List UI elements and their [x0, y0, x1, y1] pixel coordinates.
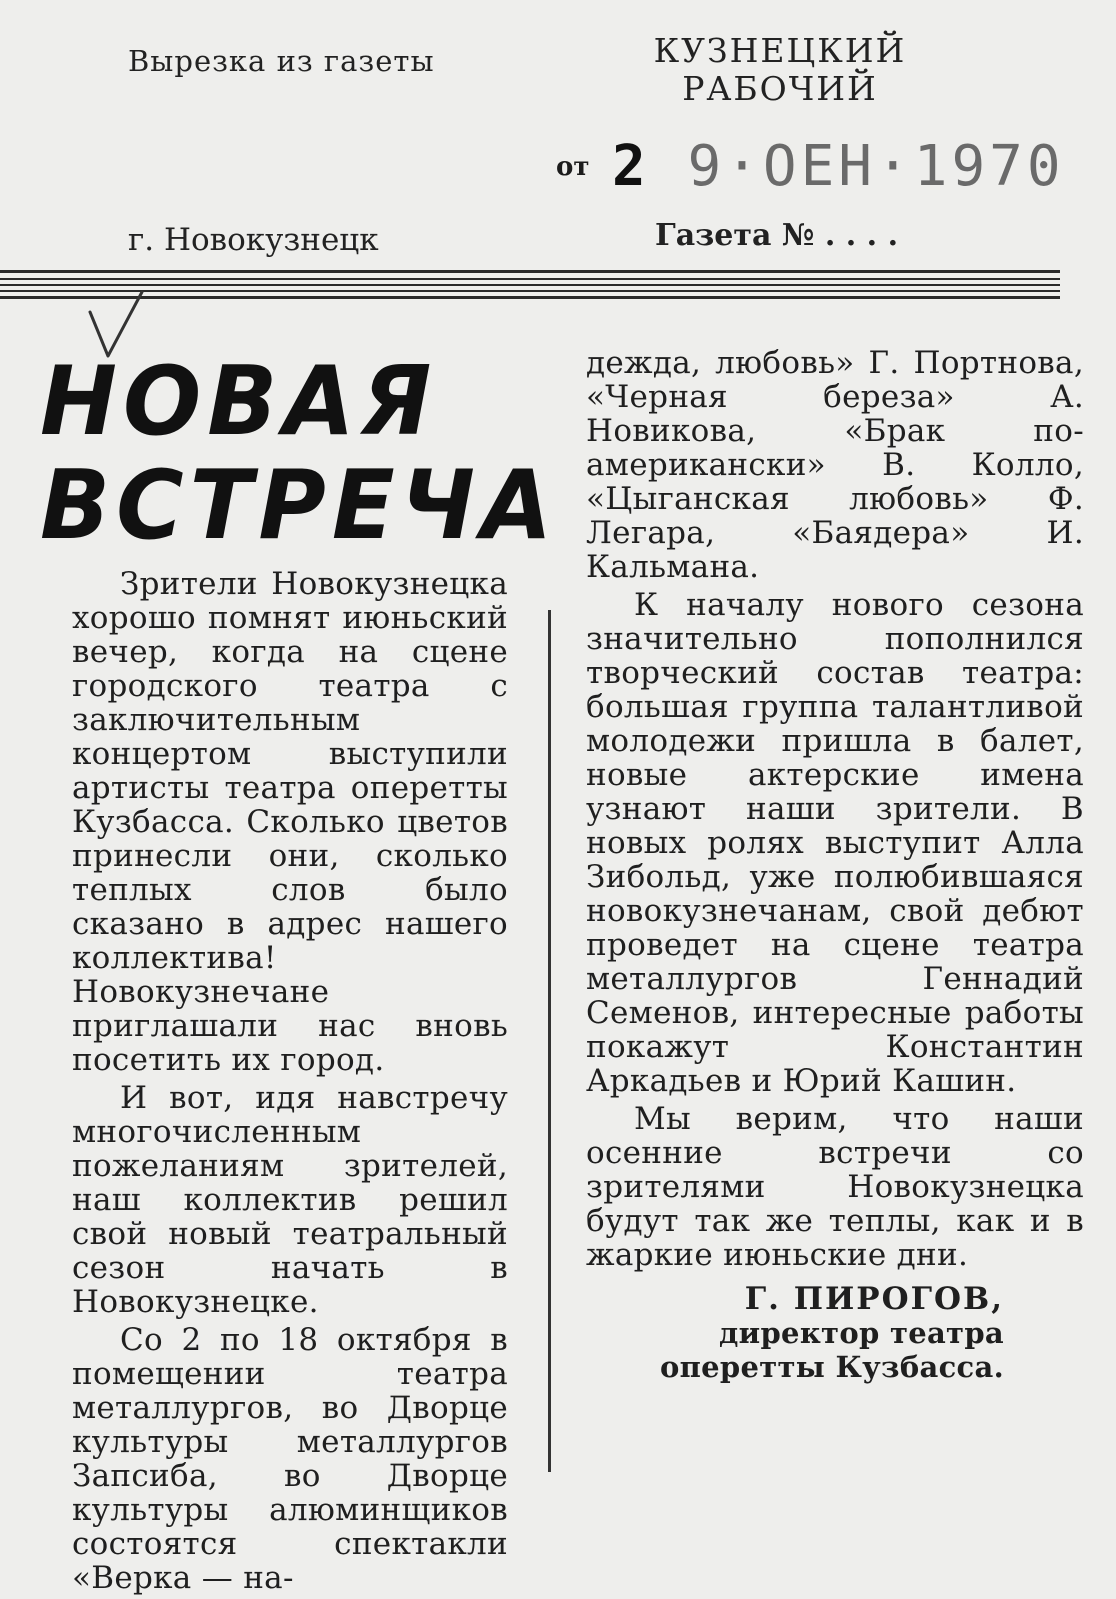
headline-line2: ВСТРЕЧА [40, 449, 559, 562]
newspaper-name [620, 32, 940, 108]
newspaper-name-line1: КУЗНЕЦКИЙ [653, 31, 907, 70]
signature-name: Г. ПИРОГОВ, [744, 1281, 1004, 1317]
newspaper-name-line2: РАБОЧИЙ [682, 69, 878, 108]
signature-block [586, 1282, 1084, 1384]
signature-title: директор театра [719, 1316, 1004, 1350]
article-paragraph: К началу нового сезона значительно пополнился творческий состав театра: большая группа талантливой молодежи пришла в балет, новые актерские имена узнают наши зрители. В новых ролях выступит Алла Зибольд, уже полюбившаяся новокузнечанам, свой дебют проведет на сцене театра металлургов Геннадий Семенов, интересные работы покажут Константин Аркадьев и Юрий Кашин. [586, 587, 1084, 1099]
article-paragraph: Мы верим, что наши осенние встречи со зрителями Новокузнецка будут так же теплы, как и в жаркие июньские дни. [586, 1101, 1084, 1273]
issue-number-label: Газета № . . . . [655, 218, 899, 253]
article-paragraph: дежда, любовь» Г. Портнова, «Черная береза» А. Новикова, «Брак по-американски» В. Колло, «Цыганская любовь» Ф. Легара, «Баядера» И. Кальмана. [586, 345, 1084, 585]
rule-line [0, 278, 1060, 280]
rule-line [0, 284, 1060, 286]
date-stamp [612, 134, 1065, 199]
date-label: от [556, 152, 590, 182]
article-paragraph: Со 2 по 18 октября в помещении театра металлургов, во Дворце культуры металлургов Запсиба, во Дворце культуры алюминщиков состоятся спектакли «Верка — на- [72, 1322, 508, 1596]
article-column-left [72, 567, 508, 1599]
article-column-right [586, 346, 1084, 1384]
signature-title: оперетты Кузбасса. [659, 1350, 1004, 1384]
article-headline [40, 345, 559, 562]
city-label: г. Новокузнецк [128, 222, 379, 258]
article-paragraph: И вот, идя навстречу многочисленным пожеланиям зрителей, наш коллектив решил свой новый театральный сезон начать в Новокузнецке. [72, 1080, 508, 1320]
clipping-stamp-label: Вырезка из газеты [128, 44, 435, 78]
date-day: 2 [612, 134, 650, 199]
column-divider [548, 610, 551, 1472]
rule-line [0, 290, 1060, 292]
date-rest: 9·ОЕН·1970 [687, 134, 1065, 199]
header-rule-lines [0, 266, 1116, 316]
article-paragraph: Зрители Новокузнецка хорошо помнят июньский вечер, когда на сцене городского театра с заключительным концертом выступили артисты театра оперетты Кузбасса. Сколько цветов принесли они, сколько теплых слов было сказано в адрес нашего коллектива! Новокузнечане приглашали нас вновь посетить их город. [72, 566, 508, 1078]
rule-line [0, 270, 1060, 273]
rule-line [0, 296, 1060, 299]
headline-line1: НОВАЯ [40, 345, 438, 458]
